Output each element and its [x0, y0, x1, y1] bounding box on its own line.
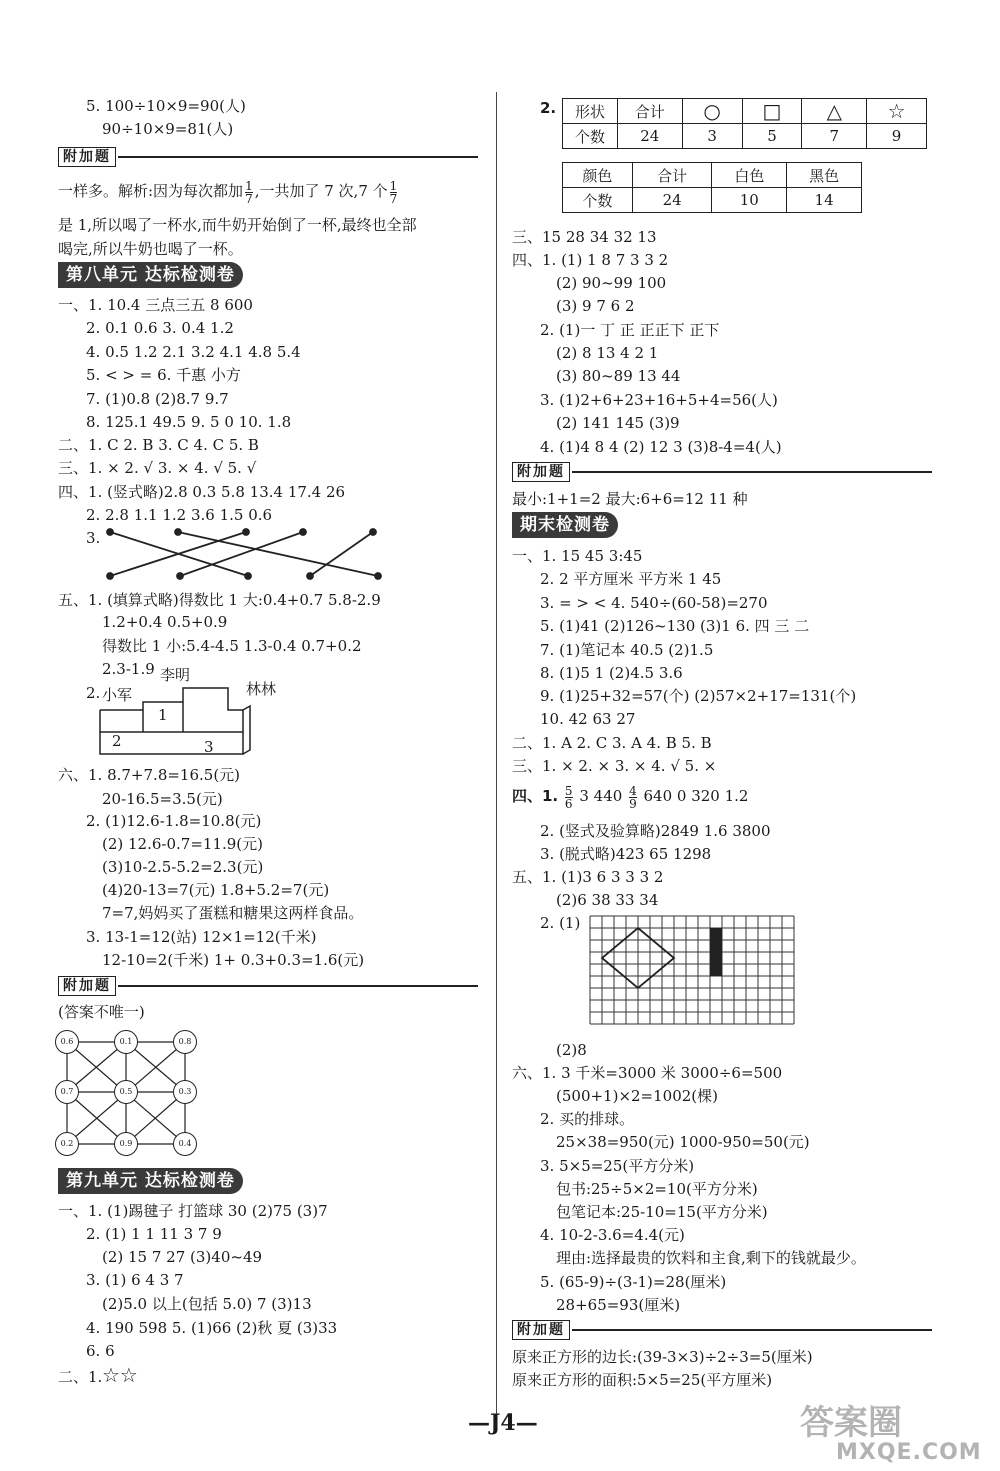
answer-line: 2. (竖式及验算略)2849 1.6 3800 — [540, 822, 771, 840]
answer-line: 2. (1)12.6-1.8=10.8(元) — [86, 812, 262, 830]
table-cell: ○ — [682, 99, 742, 124]
table-cell: ☆ — [867, 99, 927, 124]
answer-line: 4. 0.5 1.2 2.1 3.2 4.1 4.8 5.4 — [86, 343, 301, 361]
stairs-label: 林林 — [246, 680, 277, 698]
extra-question-header: 附加题 — [58, 974, 478, 998]
answer-line: 9. (1)25+32=57(个) (2)57×2+17=131(个) — [540, 687, 857, 705]
answer-line: (3) 9 7 6 2 — [556, 297, 635, 315]
answer-line: 2. (1) 1 1 11 3 7 9 — [86, 1225, 222, 1243]
answer-line: 原来正方形的边长:(39-3×3)÷2÷3=5(厘米) — [512, 1348, 813, 1366]
grid-node: 0.8 — [173, 1030, 197, 1054]
column-divider — [496, 92, 497, 1422]
answer-line: 一、1. 15 45 3:45 — [512, 547, 643, 565]
answer-line: 25×38=950(元) 1000-950=50(元) — [556, 1133, 810, 1151]
answer-line: 4. (1)4 8 4 (2) 12 3 (3)8-4=4(人) — [540, 438, 782, 456]
star-icon: ☆☆ — [102, 1363, 138, 1387]
answer-line: 90÷10×9=81(人) — [102, 120, 234, 138]
answer-line: (3) 80~89 13 44 — [556, 367, 681, 385]
extra-question-header: 附加题 — [512, 460, 932, 484]
extra-question-header: 附加题 — [512, 1318, 932, 1342]
answer-line: 四、1. $\frac{5}{6}$ 3 440 $\frac{4}{9}$ 640 0 320 1.2 — [512, 783, 749, 811]
table-cell: 个数 — [563, 188, 633, 213]
answer-line: 包笔记本:25-10=15(平方分米) — [556, 1203, 768, 1221]
answer-line: 5. < > = 6. 千惠 小方 — [86, 366, 241, 384]
answer-line: 6. 6 — [86, 1342, 115, 1360]
answer-line: 二、1. — [58, 1368, 103, 1386]
fraction: $\frac{1}{7}$ — [389, 178, 398, 206]
answer-line: 二、1. A 2. C 3. A 4. B 5. B — [512, 734, 712, 752]
answer-line: 2. 0.1 0.6 3. 0.4 1.2 — [86, 319, 234, 337]
section-banner: 第八单元 达标检测卷 — [58, 262, 243, 288]
table-cell: 5 — [742, 124, 802, 149]
answer-line: 3. (1)2+6+23+16+5+4=56(人) — [540, 391, 778, 409]
extra-label: 附加题 — [58, 147, 116, 167]
drawing-grid-figure — [588, 914, 798, 1034]
answer-line: 2. (1) — [540, 914, 581, 932]
answer-line: (2)6 38 33 34 — [556, 891, 659, 909]
table-cell: 24 — [632, 188, 712, 213]
answer-line: 最小:1+1=2 最大:6+6=12 11 种 — [512, 490, 748, 508]
section-banner: 第九单元 达标检测卷 — [58, 1168, 243, 1194]
answer-line: 5. (1)41 (2)126~130 (3)1 6. 四 三 二 — [540, 617, 810, 635]
table-cell: 个数 — [563, 124, 618, 149]
answer-line: 四、1. (竖式略)2.8 0.3 5.8 13.4 17.4 26 — [58, 483, 346, 501]
answer-line: 一、1. 10.4 三点三五 8 600 — [58, 296, 253, 314]
grid-node: 0.6 — [55, 1030, 79, 1054]
grid-node: 0.3 — [173, 1080, 197, 1104]
fraction: $\frac{5}{6}$ — [564, 783, 573, 811]
page-number: —J4— — [468, 1410, 538, 1436]
table-cell: 3 — [682, 124, 742, 149]
drawn-rectangle — [710, 928, 722, 976]
answer-line: (2) 15 7 27 (3)40~49 — [102, 1248, 263, 1266]
answer-line: 5. 100÷10×9=90(人) — [86, 97, 246, 115]
answer-line: (2)8 — [556, 1041, 587, 1059]
grid-node: 0.2 — [55, 1132, 79, 1156]
note: (答案不唯一) — [58, 1003, 145, 1021]
table-cell: 白色 — [712, 163, 787, 188]
stairs-number: 3 — [204, 738, 214, 756]
answer-line: 2. — [86, 684, 101, 702]
answer-line: 喝完,所以牛奶也喝了一杯。 — [58, 240, 243, 258]
answer-line: 三、15 28 34 32 13 — [512, 228, 657, 246]
answer-line: 三、1. × 2. √ 3. × 4. √ 5. √ — [58, 459, 257, 477]
answer-line: 2.3-1.9 — [102, 660, 155, 678]
answer-line: 一、1. (1)踢毽子 打篮球 30 (2)75 (3)7 — [58, 1202, 328, 1220]
answer-line: 7. (1)笔记本 40.5 (2)1.5 — [540, 641, 714, 659]
answer-line: 10. 42 63 27 — [540, 710, 636, 728]
table-cell: 形状 — [563, 99, 618, 124]
answer-line: 包书:25÷5×2=10(平方分米) — [556, 1180, 758, 1198]
answer-line: 2. 买的排球。 — [540, 1110, 635, 1128]
stairs-number: 2 — [112, 732, 122, 750]
answer-line: 2. (1)一 丁 正 正正下 正下 — [540, 321, 720, 339]
stairs-number: 1 — [158, 706, 168, 724]
answer-line: 5. (65-9)÷(3-1)=28(厘米) — [540, 1273, 727, 1291]
table-cell: 黑色 — [787, 163, 862, 188]
matching-lines-figure — [98, 526, 418, 582]
answer-line: 2. 2.8 1.1 1.2 3.6 1.5 0.6 — [86, 506, 273, 524]
answer-line: 理由:选择最贵的饮料和主食,剩下的钱就最少。 — [556, 1249, 866, 1267]
extra-question-header — [58, 145, 478, 169]
answer-line: 五、1. (1)3 6 3 3 3 2 — [512, 868, 664, 886]
watermark-url: MXQE.COM — [836, 1440, 982, 1465]
stairs-label: 李明 — [160, 666, 191, 684]
answer-line: 是 1,所以喝了一杯水,而牛奶开始倒了一杯,最终也全部 — [58, 216, 417, 234]
answer-line: 四、1. (1) 1 8 7 3 3 2 — [512, 251, 669, 269]
answer-line: 3. 13-1=12(站) 12×1=12(千米) — [86, 928, 317, 946]
answer-line: 20-16.5=3.5(元) — [102, 790, 223, 808]
table-cell: 14 — [787, 188, 862, 213]
color-count-table — [562, 162, 862, 213]
fraction: $\frac{1}{7}$ — [245, 178, 253, 206]
answer-line: 二、1. C 2. B 3. C 4. C 5. B — [58, 436, 259, 454]
answer-line: (3)10-2.5-5.2=2.3(元) — [102, 858, 264, 876]
grid-node: 0.7 — [55, 1080, 79, 1104]
grid-node: 0.5 — [114, 1080, 138, 1104]
answer-line: (2)5.0 以上(包括 5.0) 7 (3)13 — [102, 1295, 312, 1313]
answer-line: 3. — [86, 529, 101, 547]
answer-line: 8. (1)5 1 (2)4.5 3.6 — [540, 664, 683, 682]
number-grid-figure — [52, 1024, 202, 1164]
answer-line: (2) 90~99 100 — [556, 274, 667, 292]
table-cell: △ — [802, 99, 867, 124]
answer-line: (2) 141 145 (3)9 — [556, 414, 680, 432]
answer-line: (4)20-13=7(元) 1.8+5.2=7(元) — [102, 881, 330, 899]
answer-line: 8. 125.1 49.5 9. 5 0 10. 1.8 — [86, 413, 292, 431]
answer-line: 7. (1)0.8 (2)8.7 9.7 — [86, 390, 229, 408]
answer-line: 五、1. (填算式略)得数比 1 大:0.4+0.7 5.8-2.9 — [58, 591, 381, 609]
answer-line: 3. (1) 6 4 3 7 — [86, 1271, 184, 1289]
answer-line: 3. (脱式略)423 65 1298 — [540, 845, 712, 863]
answer-line: 3. 5×5=25(平方分米) — [540, 1157, 695, 1175]
table-cell: □ — [742, 99, 802, 124]
answer-line: 六、1. 3 千米=3000 米 3000÷6=500 — [512, 1064, 783, 1082]
stairs-label: 小军 — [102, 686, 133, 704]
answer-line: 三、1. × 2. × 3. × 4. √ 5. × — [512, 757, 717, 775]
answer-line: 得数比 1 小:5.4-4.5 1.3-0.4 0.7+0.2 — [102, 637, 362, 655]
answer-line: 六、1. 8.7+7.8=16.5(元) — [58, 766, 241, 784]
table-cell: 24 — [617, 124, 682, 149]
section-banner: 期末检测卷 — [512, 512, 618, 538]
table-cell: 7 — [802, 124, 867, 149]
grid-node: 0.9 — [114, 1132, 138, 1156]
answer-line: (500+1)×2=1002(棵) — [556, 1087, 719, 1105]
answer-line: (2) 12.6-0.7=11.9(元) — [102, 835, 264, 853]
shape-count-table — [562, 98, 927, 149]
table-cell: 颜色 — [563, 163, 633, 188]
question-number: 2. — [540, 99, 557, 117]
table-cell: 10 — [712, 188, 787, 213]
answer-line: 3. = > < 4. 540÷(60-58)=270 — [540, 594, 768, 612]
table-cell: 9 — [867, 124, 927, 149]
answer-line: 7=7,妈妈买了蛋糕和糖果这两样食品。 — [102, 904, 364, 922]
table-cell: 合计 — [632, 163, 712, 188]
answer-line: 12-10=2(千米) 1+ 0.3+0.3=1.6(元) — [102, 951, 365, 969]
answer-line: 28+65=93(厘米) — [556, 1296, 681, 1314]
answer-line: 1.2+0.4 0.5+0.9 — [102, 613, 228, 631]
fraction: $\frac{4}{9}$ — [629, 783, 637, 811]
watermark-logo: 答案圈 — [800, 1403, 902, 1443]
answer-line: 一样多。解析:因为每次都加 $\frac{1}{7}$ ,一共加了 7 次,7 个 $\frac{1}{7}$ — [58, 178, 398, 206]
answer-line: 原来正方形的面积:5×5=25(平方厘米) — [512, 1371, 773, 1389]
grid-node: 0.1 — [114, 1030, 138, 1054]
answer-line: 2. 2 平方厘米 平方米 1 45 — [540, 570, 722, 588]
answer-line: (2) 8 13 4 2 1 — [556, 344, 659, 362]
table-cell: 合计 — [617, 99, 682, 124]
answer-line: 4. 190 598 5. (1)66 (2)秋 夏 (3)33 — [86, 1319, 338, 1337]
answer-line: 4. 10-2-3.6=4.4(元) — [540, 1226, 685, 1244]
grid-node: 0.4 — [173, 1132, 197, 1156]
